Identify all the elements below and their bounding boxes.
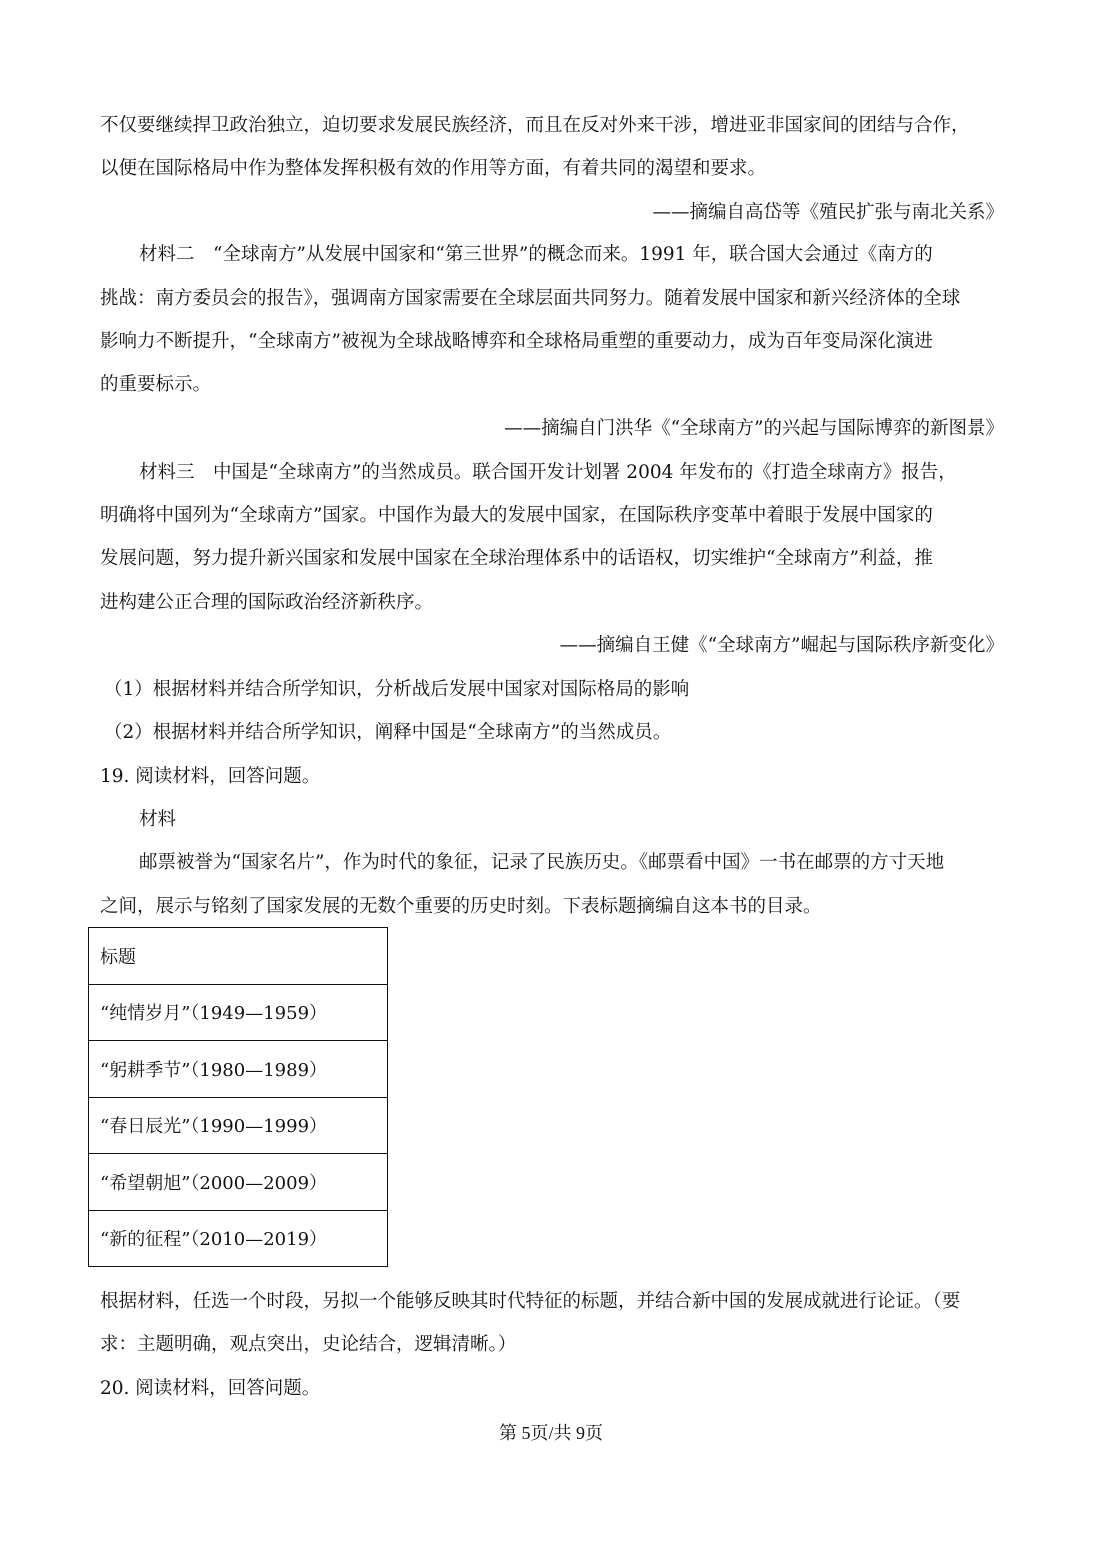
question-20-heading: 20. 阅读材料，回答问题。 <box>100 1378 321 1399</box>
table-cell: “希望朝旭”（2000—2009） <box>89 1154 388 1211</box>
paragraph-line: 之间，展示与铭刻了国家发展的无数个重要的历史时刻。下表标题摘编自这本书的目录。 <box>100 896 822 917</box>
question-part-2: （2）根据材料并结合所学知识，阐释中国是“全球南方”的当然成员。 <box>104 722 672 743</box>
paragraph-line: 进构建公正合理的国际政治经济新秩序。 <box>100 592 434 613</box>
table-cell: “纯情岁月”（1949—1959） <box>89 984 388 1041</box>
paragraph-line: 邮票被誉为“国家名片”，作为时代的象征，记录了民族历史。《邮票看中国》一书在邮票的方寸天地 <box>139 852 945 873</box>
material-label: 材料 <box>139 809 177 830</box>
task-instruction-line: 求：主题明确，观点突出，史论结合，逻辑清晰。） <box>100 1334 517 1355</box>
paragraph-line: 明确将中国列为“全球南方”国家。中国作为最大的发展中国家，在国际秩序变革中着眼于发展中国家的 <box>100 505 933 526</box>
material-three-line: 材料三 中国是“全球南方”的当然成员。联合国开发计划署 2004 年发布的《打造全球南方》报告， <box>139 462 957 483</box>
table-header-cell: 标题 <box>89 928 388 985</box>
question-19-heading: 19. 阅读材料，回答问题。 <box>100 766 321 787</box>
stamp-titles-table <box>88 927 388 1267</box>
paragraph-line: 挑战：南方委员会的报告》，强调南方国家需要在全球层面共同努力。随着发展中国家和新兴经济体的全球 <box>100 288 961 309</box>
table-cell: “躬耕季节”（1980—1989） <box>89 1041 388 1098</box>
paragraph-line: 以便在国际格局中作为整体发挥积极有效的作用等方面，有着共同的渴望和要求。 <box>100 158 767 179</box>
paragraph-line: 的重要标示。 <box>100 374 212 395</box>
task-instruction-line: 根据材料，任选一个时段，另拟一个能够反映其时代特征的标题，并结合新中国的发展成就进行论证。（要 <box>100 1291 961 1312</box>
source-citation: ——摘编自王健《“全球南方”崛起与国际秩序新变化》 <box>559 635 1004 656</box>
material-two-line: 材料二 “全球南方”从发展中国家和“第三世界”的概念而来。1991 年，联合国大会通过《南方的 <box>139 244 933 265</box>
page-footer: 第 5页/共 9页 <box>498 1423 603 1443</box>
question-part-1: （1）根据材料并结合所学知识，分析战后发展中国家对国际格局的影响 <box>104 679 690 700</box>
paragraph-line: 发展问题，努力提升新兴国家和发展中国家在全球治理体系中的话语权，切实维护“全球南方”利益，推 <box>100 548 933 569</box>
paragraph-line: 影响力不断提升，“全球南方”被视为全球战略博弈和全球格局重塑的重要动力，成为百年变局深化演进 <box>100 331 933 352</box>
source-citation: ——摘编自高岱等《殖民扩张与南北关系》 <box>652 202 1004 223</box>
table-row <box>89 1041 388 1098</box>
table-row <box>89 1097 388 1154</box>
table-row <box>89 1154 388 1211</box>
paragraph-line: 不仅要继续捍卫政治独立，迫切要求发展民族经济，而且在反对外来干涉，增进亚非国家间的团结与合作， <box>100 115 970 136</box>
table-row <box>89 984 388 1041</box>
table-cell: “春日辰光”（1990—1999） <box>89 1097 388 1154</box>
table-header-row <box>89 928 388 985</box>
table-cell: “新的征程”（2010—2019） <box>89 1210 388 1267</box>
table-row <box>89 1210 388 1267</box>
source-citation: ——摘编自门洪华《“全球南方”的兴起与国际博弈的新图景》 <box>504 418 1004 439</box>
